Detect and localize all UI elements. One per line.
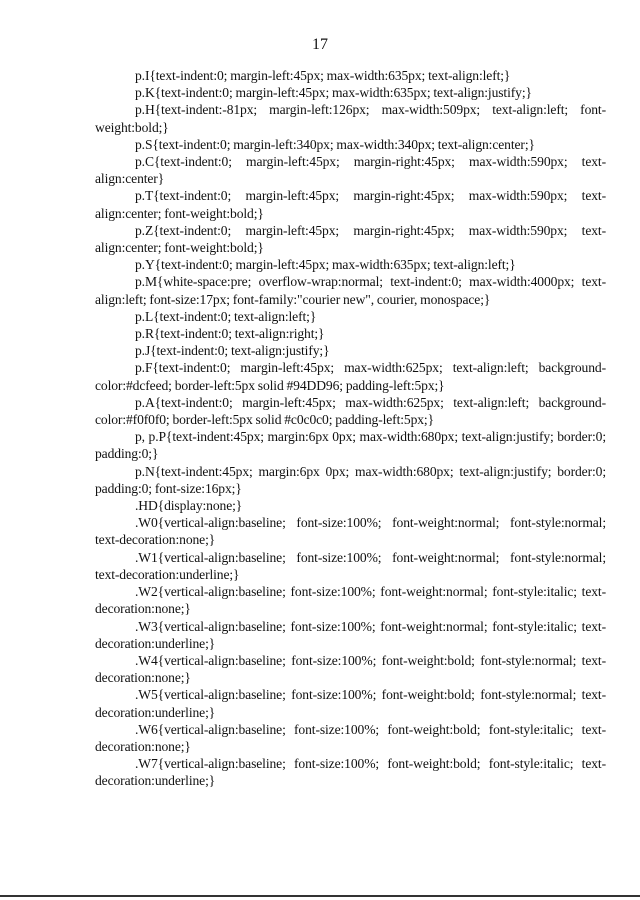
css-rule-paragraph: p.L{text-indent:0; text-align:left;} [135, 308, 317, 324]
css-rule-paragraph: p.M{white-space:pre; overflow-wrap:normal; text-indent:0; max-width:4000px; text-align:left; font-size:17px; font-family:"courier new", courier, monospace;} [95, 274, 606, 307]
css-rule-paragraph: p.N{text-indent:45px; margin:6px 0px; max-width:680px; text-align:justify; border:0; padding:0; font-size:16px;} [95, 463, 606, 496]
css-rule-paragraph: p.K{text-indent:0; margin-left:45px; max-width:635px; text-align:justify;} [135, 85, 532, 101]
css-rule-paragraph: p.A{text-indent:0; margin-left:45px; max-width:625px; text-align:left; background-color:#f0f0f0; border-left:5px solid #c0c0c0; padding-left:5px;} [95, 394, 606, 428]
body-text [95, 67, 606, 790]
css-rule-paragraph: .W0{vertical-align:baseline; font-size:100%; font-weight:normal; font-style:normal; text-decoration:none;} [95, 515, 606, 548]
css-rule-paragraph: p.J{text-indent:0; text-align:justify;} [135, 343, 330, 359]
css-rule-paragraph: .W3{vertical-align:baseline; font-size:100%; font-weight:normal; font-style:italic; text-decoration:underline;} [95, 618, 606, 651]
css-rule-paragraph: p.H{text-indent:-81px; margin-left:126px; max-width:509px; text-align:left; font-weight:bold;} [95, 102, 606, 135]
bottom-scan-border [0, 895, 640, 897]
css-rule-paragraph: p.R{text-indent:0; text-align:right;} [135, 326, 325, 342]
css-rule-paragraph: p.T{text-indent:0; margin-left:45px; margin-right:45px; max-width:590px; text-align:center; font-weight:bold;} [95, 188, 606, 221]
css-rule-paragraph: p.Z{text-indent:0; margin-left:45px; margin-right:45px; max-width:590px; text-align:center; font-weight:bold;} [95, 222, 606, 256]
css-rule-paragraph: p, p.P{text-indent:45px; margin:6px 0px; max-width:680px; text-align:justify; border:0; padding:0;} [95, 429, 606, 462]
css-rule-paragraph: .W1{vertical-align:baseline; font-size:100%; font-weight:normal; font-style:normal; text-decoration:underline;} [95, 549, 606, 582]
css-rule-paragraph: p.C{text-indent:0; margin-left:45px; margin-right:45px; max-width:590px; text-align:center} [95, 154, 606, 187]
css-rule-paragraph: .W4{vertical-align:baseline; font-size:100%; font-weight:bold; font-style:normal; text-decoration:none;} [95, 652, 606, 686]
css-rule-paragraph: .W2{vertical-align:baseline; font-size:100%; font-weight:normal; font-style:italic; text-decoration:none;} [95, 584, 606, 617]
css-rule-paragraph: .W7{vertical-align:baseline; font-size:100%; font-weight:bold; font-style:italic; text-decoration:underline;} [95, 756, 606, 789]
page-number: 17 [312, 36, 328, 53]
css-rule-paragraph: .W5{vertical-align:baseline; font-size:100%; font-weight:bold; font-style:normal; text-decoration:underline;} [95, 687, 606, 720]
css-rule-paragraph: .HD{display:none;} [135, 498, 243, 514]
css-rule-paragraph: p.Y{text-indent:0; margin-left:45px; max-width:635px; text-align:left;} [135, 257, 516, 273]
css-rule-paragraph: p.I{text-indent:0; margin-left:45px; max-width:635px; text-align:left;} [135, 68, 511, 83]
css-rule-paragraph: .W6{vertical-align:baseline; font-size:100%; font-weight:bold; font-style:italic; text-decoration:none;} [95, 721, 606, 754]
css-rule-paragraph: p.F{text-indent:0; margin-left:45px; max-width:625px; text-align:left; background-color:#dcfeed; border-left:5px solid #94DD96; padding-left:5px;} [95, 360, 606, 393]
css-rule-paragraph: p.S{text-indent:0; margin-left:340px; max-width:340px; text-align:center;} [135, 136, 535, 152]
